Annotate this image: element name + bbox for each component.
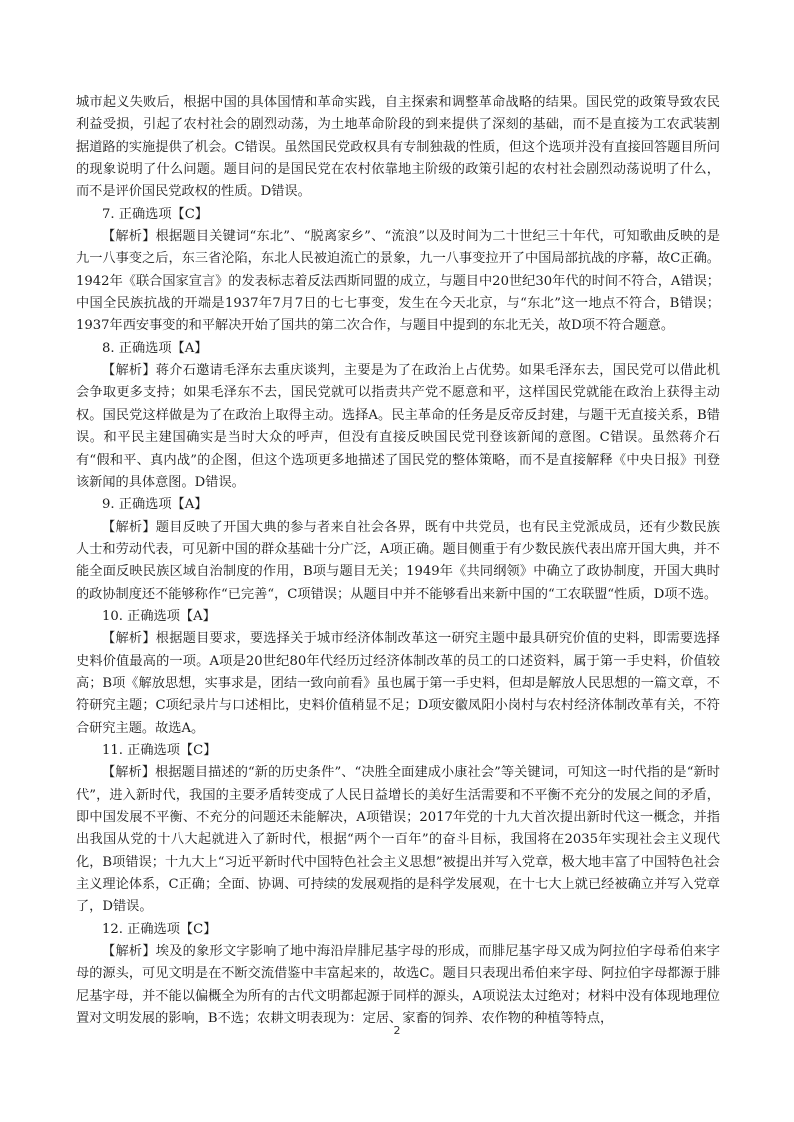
paragraph-continuation: 城市起义失败后，根据中国的具体国情和革命实践，自主探索和调整革命战略的结果。国民党的政策导致农民利益受损，引起了农村社会的剧烈动荡，为土地革命阶段的到来提供了深刻的基础，而不是直接为工农武装割据道路的实施提供了机会。C错误。虽然国民党政权具有专制独裁的性质，但这个选项并没有直接回答题目所问的现象说明了什么问题。题目问的是国民党在农村依靠地主阶级的政策引起的农村社会剧烈动荡说明了什么，而不是评价国民党政权的性质。D错误。 — [76, 95, 720, 200]
analysis-11: 【解析】根据题目描述的“新的历史条件”、“决胜全面建成小康社会”等关键词，可知这一时代指的是“新时代”，进入新时代，我国的主要矛盾转变成了人民日益增长的美好生活需要和不平衡不充分的发展之间的矛盾，即中国发展不平衡、不充分的问题还未能解决，A项错误；2017年党的十九大首次提出新时代这一概念，并指出我国从党的十八大起就进入了新时代，根据“两个一百年”的奋斗目标，我国将在2035年实现社会主义现代化，B项错误；十九大上“习近平新时代中国特色社会主义思想”被提出并写入党章，极大地丰富了中国特色社会主义理论体系，C正确；全面、协调、可持续的发展观指的是科学发展观，在十七大上就已经被确立并写入党章了，D错误。 — [76, 765, 720, 915]
answer-heading-12: 12. 正确选项【C】 — [102, 921, 217, 937]
analysis-9: 【解析】题目反映了开国大典的参与者来自社会各界，既有中共党员，也有民主党派成员，还有少数民族人士和劳动代表，可见新中国的群众基础十分广泛，A项正确。题目侧重于有少数民族代表出席开国大典，并不能全面反映民族区域自治制度的作用，B项与题目无关；1949年《共同纲领》中确立了政协制度，开国大典时的政协制度还不能够称作“已完善“，C项错误；从题目中并不能够看出来新中国的“工农联盟“性质，D项不选。 — [76, 519, 720, 602]
answer-heading-7: 7. 正确选项【C】 — [102, 206, 208, 222]
answer-heading-9: 9. 正确选项【A】 — [102, 497, 208, 513]
document-body — [76, 92, 720, 1030]
answer-heading-10: 10. 正确选项【A】 — [102, 608, 216, 624]
analysis-12: 【解析】埃及的象形文字影响了地中海沿岸腓尼基字母的形成，而腓尼基字母又成为阿拉伯字母希伯来字母的源头，可见文明是在不断交流借鉴中丰富起来的，故选C。题目只表现出希伯来字母、阿拉伯字母都源于腓尼基字母，并不能以偏概全为所有的古代文明都起源于同样的源头，A项说法太过绝对；材料中没有体现地理位置对文明发展的影响，B不选；农耕文明表现为：定居、家畜的饲养、农作物的种植等特点， — [76, 944, 720, 1027]
analysis-10: 【解析】根据题目要求，要选择关于城市经济体制改革这一研究主题中最具研究价值的史料，即需要选择史料价值最高的一项。A项是20世纪80年代经历过经济体制改革的员工的口述资料，属于第一手史料，价值较高；B项《解放思想，实事求是，团结一致向前看》虽也属于第一手史料，但却是解放人民思想的一篇文章，不符研究主题；C项纪录片与口述相比，史料价值稍显不足；D项安徽凤阳小岗村与农村经济体制改革有关，不符合研究主题。故选A。 — [76, 631, 720, 736]
answer-heading-11: 11. 正确选项【C】 — [102, 742, 217, 758]
analysis-8: 【解析】蒋介石邀请毛泽东去重庆谈判，主要是为了在政治上占优势。如果毛泽东去，国民党可以借此机会争取更多支持；如果毛泽东不去，国民党就可以指责共产党不愿意和平，这样国民党就能在政治上获得主动权。国民党这样做是为了在政治上取得主动。选择A。民主革命的任务是反帝反封建，与题干无直接关系，B错误。和平民主建国确实是当时大众的呼声，但没有直接反映国民党刊登该新闻的意图。C错误。虽然蒋介石有“假和平、真内战”的企图，但这个选项更多地描述了国民党的整体策略，而不是直接解释《中央日报》刊登该新闻的具体意图。D错误。 — [76, 363, 720, 490]
page-number: 2 — [393, 1024, 401, 1037]
answer-heading-8: 8. 正确选项【A】 — [102, 340, 208, 356]
analysis-7: 【解析】根据题目关键词“东北”、“脱离家乡”、“流浪”以及时间为二十世纪三十年代，可知歌曲反映的是九一八事变之后，东三省沦陷，东北人民被迫流亡的景象，九一八事变拉开了中国局部抗战的序幕，故C正确。1942年《联合国家宣言》的发表标志着反法西斯同盟的成立，与题目中20世纪30年代的时间不符合，A错误；中国全民族抗战的开端是1937年7月7日的七七事变，发生在今天北京，与“东北”这一地点不符合，B错误；1937年西安事变的和平解决开始了国共的第二次合作，与题目中提到的东北无关，故D项不符合题意。 — [76, 229, 720, 334]
